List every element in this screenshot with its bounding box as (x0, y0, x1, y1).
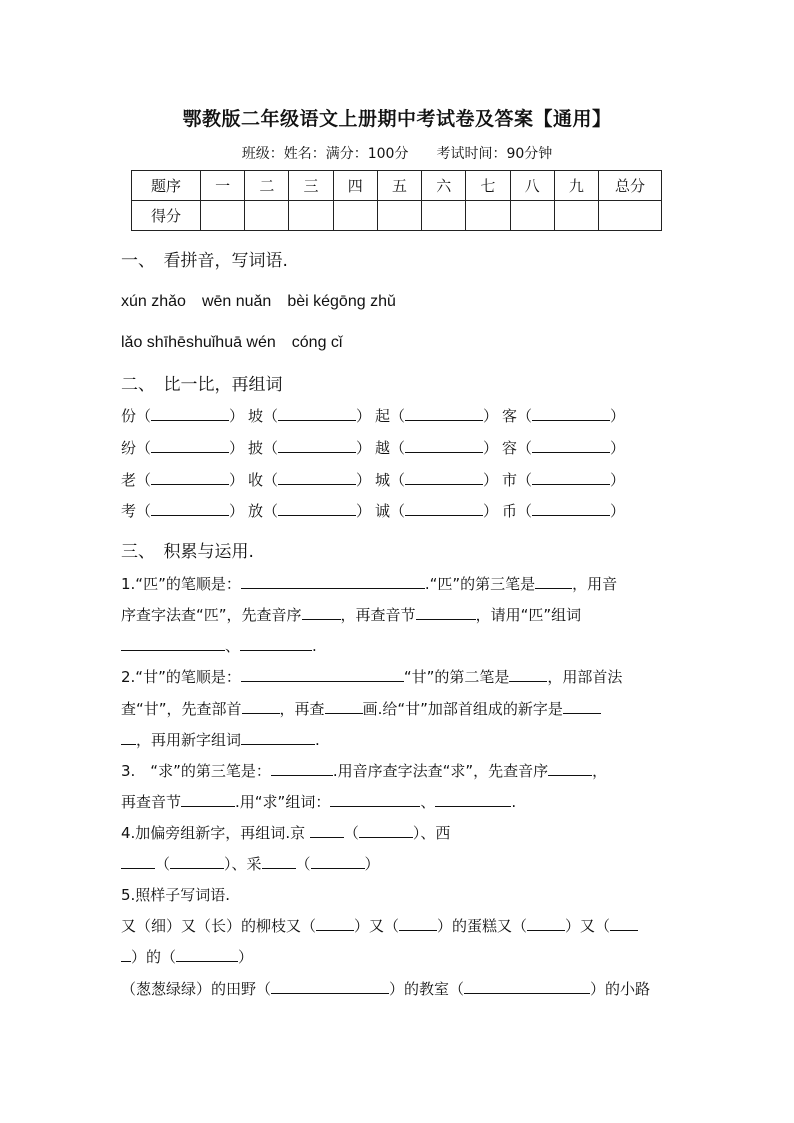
open-paren: （ (517, 471, 533, 489)
q1-text: 、 (225, 637, 241, 655)
q2-line-1 (121, 666, 622, 687)
close-paren: ） (483, 439, 499, 457)
page-title: 鄂教版二年级语文上册期中考试卷及答案【通用】 (182, 108, 612, 130)
answer-blank[interactable] (121, 854, 155, 869)
open-paren: （ (390, 502, 406, 520)
q5-text: ）又（ (354, 917, 400, 935)
q1-text: 序查字法查“匹”，先查音序 (121, 606, 302, 624)
table-cell: 总分 (599, 171, 662, 201)
answer-blank[interactable] (330, 792, 420, 807)
q1-text: 1.“匹”的笔顺是： (121, 575, 241, 593)
answer-blank[interactable] (278, 501, 356, 516)
open-paren: （ (136, 407, 152, 425)
close-paren: ） (229, 407, 245, 425)
answer-blank[interactable] (532, 501, 610, 516)
q3-text: . (511, 793, 517, 811)
answer-blank[interactable] (242, 699, 280, 714)
answer-blank[interactable] (535, 574, 572, 589)
section-2-heading: 二、 比一比，再组词 (121, 375, 283, 395)
q2-line-3 (121, 729, 320, 750)
open-paren: （ (136, 439, 152, 457)
open-paren: （ (390, 439, 406, 457)
q5-prompt: 5.照样子写词语. (121, 886, 231, 904)
q3-text: ， (592, 762, 608, 780)
answer-blank[interactable] (316, 916, 354, 931)
close-paren: ） (356, 502, 372, 520)
answer-blank[interactable] (278, 438, 356, 453)
compare-char: 币 (502, 502, 518, 520)
answer-blank[interactable] (151, 406, 229, 421)
answer-blank[interactable] (121, 636, 225, 651)
answer-blank[interactable] (271, 979, 389, 994)
answer-blank[interactable] (240, 636, 312, 651)
answer-blank[interactable] (532, 438, 610, 453)
q1-text: . (312, 637, 317, 655)
compare-char: 客 (502, 407, 518, 425)
answer-blank[interactable] (311, 854, 365, 869)
answer-blank[interactable] (405, 438, 483, 453)
compare-char: 收 (248, 471, 264, 489)
q2-text: ，再用新字组词 (136, 731, 242, 749)
q3-text: .用音序查字法查“求”，先查音序 (332, 762, 549, 780)
answer-blank[interactable] (278, 470, 356, 485)
table-cell: 二 (245, 171, 289, 201)
score-table-score-row (132, 201, 662, 231)
table-cell: 题序 (132, 171, 201, 201)
open-paren: （ (517, 502, 533, 520)
close-paren: ） (483, 502, 499, 520)
compare-item (121, 405, 244, 426)
answer-blank[interactable] (170, 854, 224, 869)
compare-char: 诚 (375, 502, 391, 520)
q1-text: ，用音 (572, 575, 618, 593)
q2-text: . (315, 731, 320, 749)
score-table-header-row (132, 171, 662, 201)
q5-text: ）的蛋糕又（ (437, 917, 528, 935)
pinyin-line-2: lǎo shīhēshuǐhuā wén cóng cǐ (121, 334, 343, 351)
answer-blank[interactable] (271, 761, 333, 776)
compare-item (121, 437, 244, 458)
open-paren: （ (136, 502, 152, 520)
answer-blank[interactable] (416, 605, 476, 620)
table-cell: 三 (289, 171, 333, 201)
compare-char: 份 (121, 407, 137, 425)
compare-item (375, 405, 498, 426)
pinyin-line-1: xún zhǎo wēn nuǎn bèi kégōng zhǔ (121, 293, 396, 310)
compare-item (248, 500, 371, 521)
q5-text: （葱葱绿绿）的田野（ (121, 980, 272, 998)
answer-blank[interactable] (435, 792, 511, 807)
open-paren: （ (517, 407, 533, 425)
open-paren: （ (263, 439, 279, 457)
answer-blank[interactable] (405, 470, 483, 485)
close-paren: ） (356, 471, 372, 489)
q4-text: 4.加偏旁组新字，再组词.京 (121, 824, 306, 842)
open-paren: （ (390, 471, 406, 489)
score-input-cell[interactable] (333, 201, 377, 231)
q3-text: 再查音节 (121, 793, 182, 811)
open-paren: （ (263, 407, 279, 425)
answer-blank[interactable] (399, 916, 437, 931)
q2-text: “甘”的第二笔是 (403, 668, 510, 686)
q4-text: （ (155, 855, 171, 873)
score-input-cell[interactable] (201, 201, 245, 231)
answer-blank[interactable] (121, 947, 131, 962)
class-info: 班级：姓名：满分：100分 考试时间：90分钟 (241, 146, 553, 162)
q5-text: ）又（ (565, 917, 611, 935)
q1-text: ，请用“匹”组词 (475, 606, 582, 624)
close-paren: ） (610, 407, 626, 425)
compare-char: 披 (248, 439, 264, 457)
answer-blank[interactable] (548, 761, 592, 776)
compare-char: 放 (248, 502, 264, 520)
answer-blank[interactable] (532, 470, 610, 485)
compare-item (502, 405, 625, 426)
compare-item (375, 500, 498, 521)
open-paren: （ (517, 439, 533, 457)
answer-blank[interactable] (302, 605, 341, 620)
compare-item (375, 469, 498, 490)
score-input-cell[interactable] (554, 201, 598, 231)
score-input-cell[interactable] (245, 201, 289, 231)
answer-blank[interactable] (359, 823, 413, 838)
compare-item (502, 469, 625, 490)
q5-text: ）的教室（ (389, 980, 465, 998)
compare-char: 纷 (121, 439, 137, 457)
section-1-heading: 一、 看拼音，写词语. (121, 251, 288, 271)
table-cell: 四 (333, 171, 377, 201)
answer-blank[interactable] (181, 792, 235, 807)
q3-line-1 (121, 760, 607, 781)
compare-char: 城 (375, 471, 391, 489)
q3-text: 3. “求”的第三笔是： (121, 762, 271, 780)
close-paren: ） (356, 439, 372, 457)
q5-text: 又（细）又（长）的柳枝又（ (121, 917, 317, 935)
compare-char: 起 (375, 407, 391, 425)
q2-text: 2.“甘”的笔顺是： (121, 668, 241, 686)
compare-item (121, 500, 244, 521)
table-cell: 七 (466, 171, 510, 201)
score-input-cell[interactable] (599, 201, 662, 231)
close-paren: ） (483, 471, 499, 489)
q5-text: ）的（ (131, 948, 177, 966)
q1-text: ，再查音节 (340, 606, 416, 624)
answer-blank[interactable] (151, 501, 229, 516)
q5-line-3 (121, 978, 650, 999)
q1-text: .“匹”的第三笔是 (424, 575, 536, 593)
compare-char: 坡 (248, 407, 264, 425)
table-cell: 得分 (132, 201, 201, 231)
q5-text: ） (238, 948, 254, 966)
close-paren: ） (610, 471, 626, 489)
close-paren: ） (229, 439, 245, 457)
close-paren: ） (610, 439, 626, 457)
compare-item (248, 405, 371, 426)
compare-item (502, 500, 625, 521)
q3-text: 、 (420, 793, 436, 811)
table-cell: 六 (422, 171, 466, 201)
score-table (131, 170, 662, 231)
close-paren: ） (483, 407, 499, 425)
close-paren: ） (229, 502, 245, 520)
table-cell: 八 (510, 171, 554, 201)
answer-blank[interactable] (151, 470, 229, 485)
q4-text: （ (343, 824, 359, 842)
answer-blank[interactable] (325, 699, 363, 714)
section-3-heading: 三、 积累与运用. (121, 542, 254, 562)
table-cell: 九 (554, 171, 598, 201)
compare-item (375, 437, 498, 458)
answer-blank[interactable] (464, 979, 590, 994)
q2-text: ，用部首法 (547, 668, 623, 686)
q5-line-2 (121, 946, 253, 967)
q4-text: ）、采 (224, 855, 262, 873)
table-cell: 五 (377, 171, 421, 201)
answer-blank[interactable] (241, 730, 315, 745)
close-paren: ） (229, 471, 245, 489)
q1-line-2 (121, 604, 581, 625)
compare-char: 市 (502, 471, 518, 489)
q5-text: ）的小路 (590, 980, 651, 998)
q4-text: ）、西 (412, 824, 451, 842)
score-input-cell[interactable] (289, 201, 333, 231)
answer-blank[interactable] (278, 406, 356, 421)
close-paren: ） (356, 407, 372, 425)
compare-item (248, 469, 371, 490)
q4-text: ） (364, 855, 380, 873)
q1-line-3 (121, 635, 317, 656)
answer-blank[interactable] (241, 667, 404, 682)
q4-line-2 (121, 853, 380, 874)
score-input-cell[interactable] (466, 201, 510, 231)
close-paren: ） (610, 502, 626, 520)
answer-blank[interactable] (310, 823, 344, 838)
q5-line-1 (121, 915, 638, 936)
answer-blank[interactable] (532, 406, 610, 421)
table-cell: 一 (201, 171, 245, 201)
answer-blank[interactable] (176, 947, 238, 962)
compare-char: 老 (121, 471, 137, 489)
q2-text: 画.给“甘”加部首组成的新字是 (362, 700, 563, 718)
answer-blank[interactable] (405, 406, 483, 421)
answer-blank[interactable] (509, 667, 547, 682)
answer-blank[interactable] (527, 916, 565, 931)
answer-blank[interactable] (121, 730, 136, 745)
score-input-cell[interactable] (377, 201, 421, 231)
compare-item (121, 469, 244, 490)
q2-line-2 (121, 698, 601, 719)
q4-text: （ (295, 855, 311, 873)
answer-blank[interactable] (610, 916, 638, 931)
q1-line-1 (121, 573, 617, 594)
q4-line-1 (121, 822, 450, 843)
q2-text: ，再查 (279, 700, 325, 718)
answer-blank[interactable] (563, 699, 601, 714)
open-paren: （ (263, 471, 279, 489)
answer-blank[interactable] (241, 574, 425, 589)
open-paren: （ (136, 471, 152, 489)
answer-blank[interactable] (151, 438, 229, 453)
answer-blank[interactable] (405, 501, 483, 516)
answer-blank[interactable] (262, 854, 296, 869)
compare-char: 越 (375, 439, 391, 457)
open-paren: （ (263, 502, 279, 520)
score-input-cell[interactable] (422, 201, 466, 231)
score-input-cell[interactable] (510, 201, 554, 231)
compare-item (248, 437, 371, 458)
q3-line-2 (121, 791, 516, 812)
open-paren: （ (390, 407, 406, 425)
compare-item (502, 437, 625, 458)
q3-text: .用“求”组词： (235, 793, 331, 811)
compare-char: 容 (502, 439, 518, 457)
q2-text: 查“甘”，先查部首 (121, 700, 242, 718)
compare-char: 考 (121, 502, 137, 520)
